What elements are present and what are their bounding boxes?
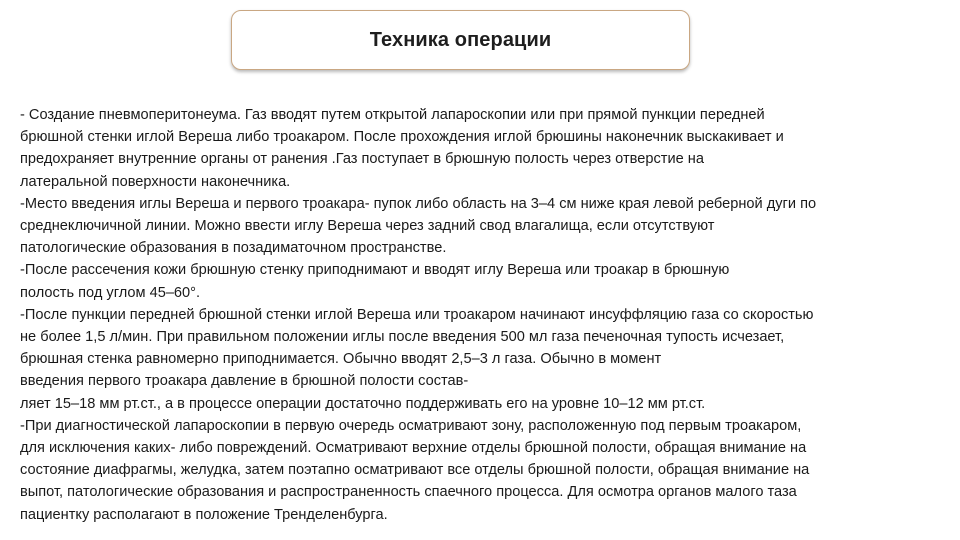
text-line: выпот, патологические образования и распространенность спаечного процесса. Для осмотра органов малого таза: [20, 484, 797, 501]
text-line: введения первого троакара давление в брюшной полости состав-: [20, 373, 469, 390]
text-line: брюшная стенка равномерно приподнимается. Обычно вводят 2,5–3 л газа. Обычно в момент: [20, 351, 662, 368]
text-line: ляет 15–18 мм рт.ст., а в процессе операции достаточно поддерживать его на уровне 10–12 мм рт.ст.: [20, 395, 706, 412]
text-line: пациентку располагают в положение Тренделенбурга.: [20, 506, 388, 523]
slide-body-text: [20, 104, 940, 526]
text-line: -После рассечения кожи брюшную стенку приподнимают и вводят иглу Вереша или троакар в брюшную: [20, 262, 730, 279]
text-line: полость под углом 45–60°.: [20, 284, 201, 301]
text-line: для исключения каких- либо повреждений. Осматривают верхние отделы брюшной полости, обращая внимание на: [20, 440, 807, 457]
slide-title-box: [231, 10, 690, 70]
text-line: - Создание пневмоперитонеума. Газ вводят путем открытой лапароскопии или при прямой пункции передней: [20, 107, 765, 123]
text-line: состояние диафрагмы, желудка, затем поэтапно осматривают все отделы брюшной полости, обращая внимание на: [20, 462, 810, 479]
text-line: не более 1,5 л/мин. При правильном положении иглы после введения 500 мл газа печеночная тупость исчезает,: [20, 329, 785, 346]
text-line: предохраняет внутренние органы от ранения .Газ поступает в брюшную полость через отверстие на: [20, 151, 704, 168]
text-line: патологические образования в позадиматочном пространстве.: [20, 240, 447, 257]
text-line: латеральной поверхности наконечника.: [20, 173, 291, 190]
text-line: -При диагностической лапароскопии в первую очередь осматривают зону, расположенную под первым троакаром,: [20, 417, 802, 434]
slide-title: Техника операции: [369, 28, 552, 51]
text-line: брюшной стенки иглой Вереша либо троакаром. После прохождения иглой брюшины наконечник выскакивает и: [20, 129, 784, 146]
text-line: -Место введения иглы Вереша и первого троакара- пупок либо область на 3–4 см ниже края левой реберной дуги по: [20, 195, 817, 212]
text-line: среднеключичной линии. Можно ввести иглу Вереша через задний свод влагалища, если отсутствуют: [20, 218, 715, 235]
text-line: -После пункции передней брюшной стенки иглой Вереша или троакаром начинают инсуффляцию газа со скоростью: [20, 306, 814, 323]
